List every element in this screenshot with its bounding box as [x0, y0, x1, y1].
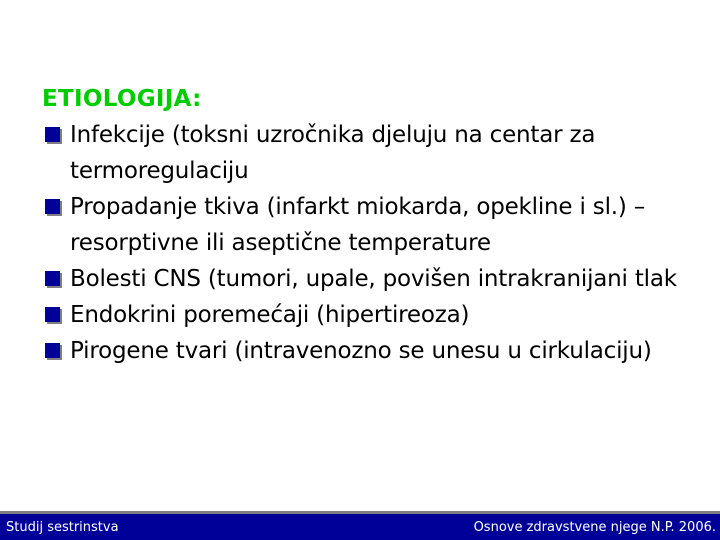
- slide-content: [42, 86, 702, 369]
- square-bullet-icon: [45, 307, 62, 324]
- list-item-text: Pirogene tvari (intravenozno se unesu u cirkulaciju): [70, 338, 652, 364]
- square-bullet-icon: [45, 271, 62, 288]
- list-item: [42, 261, 702, 297]
- list-item-text: Endokrini poremećaji (hipertireoza): [70, 302, 470, 328]
- footer-right-text: Osnove zdravstvene njege N.P. 2006.: [473, 520, 716, 535]
- square-bullet-icon: [45, 127, 62, 144]
- bullet-list: [42, 117, 702, 369]
- footer-left-text: Studij sestrinstva: [6, 520, 119, 535]
- list-item-text: Bolesti CNS (tumori, upale, povišen intrakranijani tlak: [70, 266, 677, 292]
- list-item: [42, 189, 702, 261]
- list-item: [42, 333, 702, 369]
- list-item-text: Propadanje tkiva (infarkt miokarda, opekline i sl.) – resorptivne ili aseptične temperature: [70, 194, 646, 256]
- square-bullet-icon: [45, 343, 62, 360]
- slide-heading: ETIOLOGIJA:: [42, 86, 202, 112]
- list-item: [42, 297, 702, 333]
- footer-bar: [0, 511, 720, 540]
- list-item-text: Infekcije (toksni uzročnika djeluju na centar za termoregulaciju: [70, 122, 596, 184]
- square-bullet-icon: [45, 199, 62, 216]
- list-item: [42, 117, 702, 189]
